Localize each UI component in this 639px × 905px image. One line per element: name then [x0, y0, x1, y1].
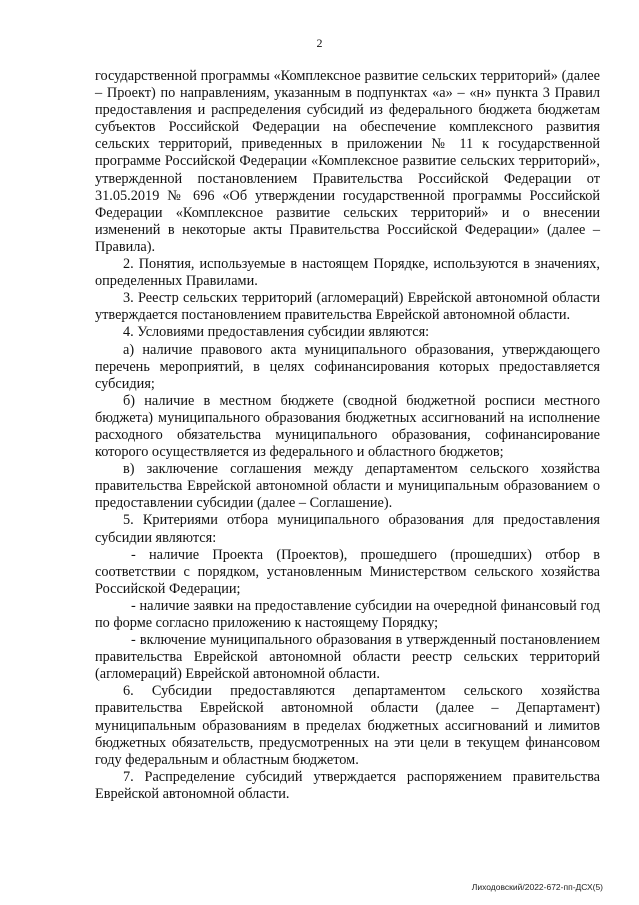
paragraph-item-6: 6. Субсидии предоставляются департаментом сельского хозяйства правительства Еврейской автономной области (далее – Департамент) муниципальным образованиям в пределах бюджетных ассигнований и лимитов бюджетных обязательств, предусмотренных на эти цели в текущем финансовом году федеральным и областным бюджетом.	[95, 683, 600, 768]
paragraph-item-5: 5. Критериями отбора муниципального образования для предоставления субсидии являются:	[95, 512, 600, 546]
paragraph-continuation: государственной программы «Комплексное развитие сельских территорий» (далее – Проект) по направлениям, указанным в подпунктах «а» – «н» пункта 3 Правил предоставления и распределения субсидий из федерального бюджета бюджетам субъектов Российской Федерации на обеспечение комплексного развития сельских территорий, приведенных в приложении № 11 к государственной программе Российской Федерации «Комплексное развитие сельских территорий», утвержденной постановлением Правительства Российской Федерации от 31.05.2019 № 696 «Об утверждении государственной программы Российской Федерации «Комплексное развитие сельских территорий» и о внесении изменений в некоторые акты Правительства Российской Федерации» (далее – Правила).	[95, 68, 600, 255]
paragraph-item-4: 4. Условиями предоставления субсидии являются:	[123, 324, 430, 341]
subitem-b: б) наличие в местном бюджете (сводной бюджетной росписи местного бюджета) муниципального образования бюджетных ассигнований на исполнение расходного обязательства муниципального образования, софинансирование которого осуществляется из федерального и областного бюджетов;	[95, 392, 600, 461]
criterion-registry: - включение муниципального образования в утвержденный постановлением правительства Еврейской автономной области реестр сельских территорий (агломераций) Еврейской автономной области.	[95, 632, 600, 683]
page-number: 2	[316, 36, 323, 50]
paragraph-item-7: 7. Распределение субсидий утверждается распоряжением правительства Еврейской автономной области.	[95, 768, 600, 802]
paragraph-item-2: 2. Понятия, используемые в настоящем Порядке, используются в значениях, определенных Правилами.	[95, 256, 600, 290]
criterion-project: - наличие Проекта (Проектов), прошедшего (прошедших) отбор в соответствии с порядком, установленным Министерством сельского хозяйства Российской Федерации;	[95, 546, 600, 597]
subitem-a: а) наличие правового акта муниципального образования, утверждающего перечень мероприятий, в целях софинансирования которых предоставляется субсидия;	[95, 341, 600, 392]
subitem-v: в) заключение соглашения между департаментом сельского хозяйства правительства Еврейской автономной области и муниципальным образованием о предоставлении субсидии (далее – Соглашение).	[95, 461, 600, 512]
paragraph-item-3: 3. Реестр сельских территорий (агломераций) Еврейской автономной области утверждается постановлением правительства Еврейской автономной области.	[95, 290, 600, 324]
criterion-application: - наличие заявки на предоставление субсидии на очередной финансовый год по форме согласно приложению к настоящему Порядку;	[95, 597, 600, 631]
document-footer-code: Лиходовский/2022-672-пп-ДСХ(5)	[471, 882, 603, 892]
document-body	[95, 68, 600, 803]
